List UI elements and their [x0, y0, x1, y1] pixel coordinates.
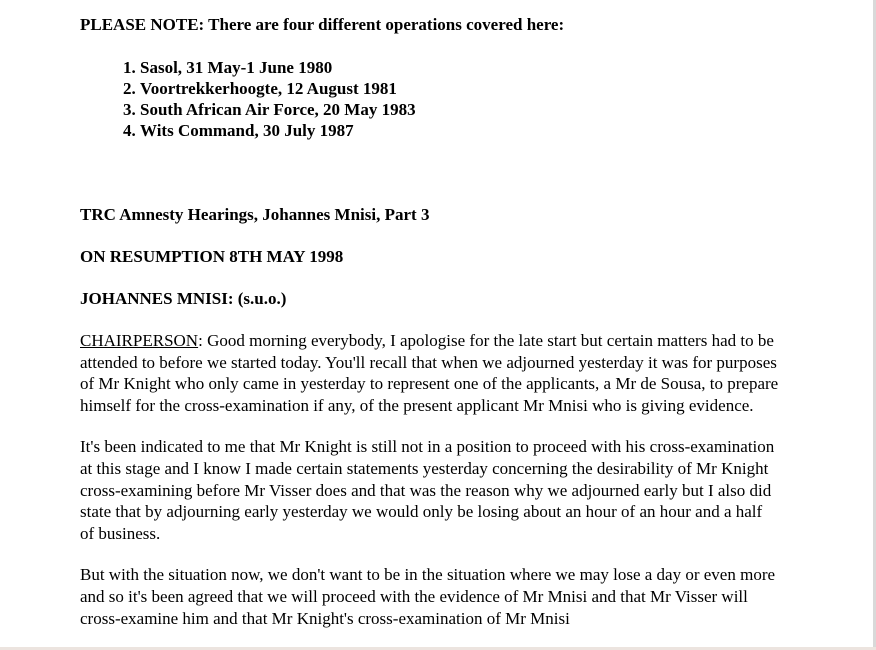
witness-heading: JOHANNES MNISI: (s.u.o.): [80, 289, 287, 308]
operation-item: 3. South African Air Force, 20 May 1983: [140, 99, 780, 120]
hearing-title: TRC Amnesty Hearings, Johannes Mnisi, Part 3: [80, 205, 430, 224]
document-content: [80, 14, 780, 629]
operation-item: 1. Sasol, 31 May-1 June 1980: [140, 57, 780, 78]
operations-list: [80, 57, 780, 141]
operation-item: 4. Wits Command, 30 July 1987: [140, 120, 780, 141]
transcript-paragraph-3: But with the situation now, we don't want to be in the situation where we may lose a day or even more and so it's been agreed that we will proceed with the evidence of Mr Mnisi and that Mr Visser will cross-examine him and that Mr Knight's cross-examination of Mr Mnisi: [80, 565, 776, 628]
transcript-paragraph-2: It's been indicated to me that Mr Knight is still not in a position to proceed with his cross-examination at this stage and I know I made certain statements yesterday concerning the desirability of Mr Knight cross-examining before Mr Visser does and that was the reason why we adjourned early but I also did state that by adjourning early yesterday we would only be losing about an hour of an hour and a half of business.: [80, 437, 775, 543]
speaker-label: CHAIRPERSON: [80, 331, 199, 350]
operation-item: 2. Voortrekkerhoogte, 12 August 1981: [140, 78, 780, 99]
transcript-paragraph-1: [80, 330, 780, 416]
resumption-heading: ON RESUMPTION 8TH MAY 1998: [80, 247, 344, 266]
paragraph-text: : Good morning everybody, I apologise for the late start but certain matters had to be attended to before we started today. You'll recall that when we adjourned yesterday it was for purposes of Mr Knight who only came in yesterday to represent one of the applicants, a Mr de Sousa, to prepare himself for the cross-examination if any, of the present applicant Mr Mnisi who is giving evidence.: [80, 331, 779, 415]
please-note-heading: PLEASE NOTE: There are four different operations covered here:: [80, 15, 565, 34]
